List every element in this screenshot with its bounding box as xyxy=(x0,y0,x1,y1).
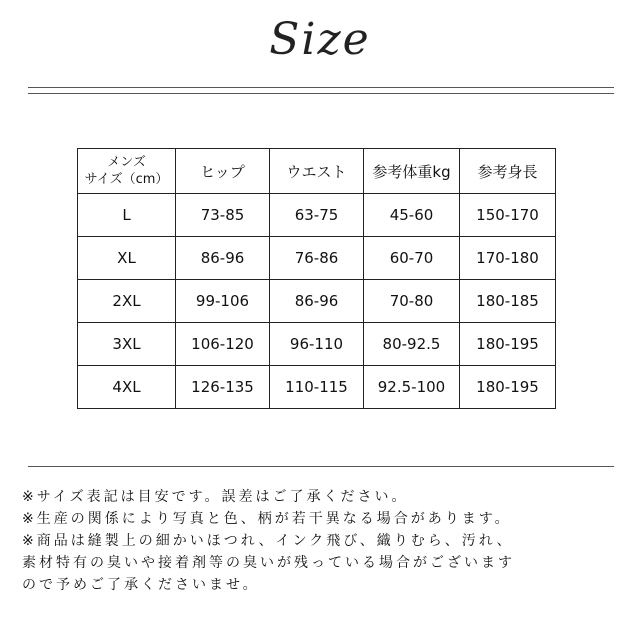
hip-cell: 99-106 xyxy=(176,280,270,323)
height-cell: 180-185 xyxy=(460,280,556,323)
height-cell: 180-195 xyxy=(460,366,556,409)
page-title: Size xyxy=(269,14,371,65)
waist-cell: 110-115 xyxy=(270,366,364,409)
hip-cell: 73-85 xyxy=(176,194,270,237)
hip-cell: 86-96 xyxy=(176,237,270,280)
weight-cell: 92.5-100 xyxy=(364,366,460,409)
waist-cell: 76-86 xyxy=(270,237,364,280)
table-row xyxy=(78,194,556,237)
note-line: ※商品は縫製上の細かいほつれ、インク飛び、織りむら、汚れ、 xyxy=(22,533,514,549)
corner-label-line1: メンズ xyxy=(107,155,146,170)
weight-cell: 80-92.5 xyxy=(364,323,460,366)
note-line: ※サイズ表記は目安です。誤差はご了承ください。 xyxy=(22,489,409,505)
divider-bottom xyxy=(28,466,614,467)
table-row xyxy=(78,323,556,366)
hip-cell: 126-135 xyxy=(176,366,270,409)
note-line: 素材特有の臭いや接着剤等の臭いが残っている場合がございます xyxy=(22,555,515,571)
table-row xyxy=(78,237,556,280)
header-weight: 参考体重kg xyxy=(364,149,460,194)
size-chart-table xyxy=(77,148,556,409)
table-row xyxy=(78,280,556,323)
size-label: XL xyxy=(78,237,176,280)
waist-cell: 86-96 xyxy=(270,280,364,323)
corner-label-line2: サイズ（cm） xyxy=(84,172,169,187)
notes-block xyxy=(22,486,622,596)
weight-cell: 70-80 xyxy=(364,280,460,323)
divider-top xyxy=(28,87,614,88)
height-cell: 180-195 xyxy=(460,323,556,366)
size-label: 3XL xyxy=(78,323,176,366)
weight-cell: 45-60 xyxy=(364,194,460,237)
size-label: 4XL xyxy=(78,366,176,409)
note-line: ので予めご了承くださいませ。 xyxy=(22,577,260,593)
table-row xyxy=(78,366,556,409)
waist-cell: 63-75 xyxy=(270,194,364,237)
table-header-row xyxy=(78,149,556,194)
waist-cell: 96-110 xyxy=(270,323,364,366)
header-size-corner xyxy=(78,149,176,194)
weight-cell: 60-70 xyxy=(364,237,460,280)
height-cell: 170-180 xyxy=(460,237,556,280)
hip-cell: 106-120 xyxy=(176,323,270,366)
size-label: L xyxy=(78,194,176,237)
divider-top-inner xyxy=(28,93,614,94)
height-cell: 150-170 xyxy=(460,194,556,237)
header-height: 参考身長 xyxy=(460,149,556,194)
header-hip: ヒップ xyxy=(176,149,270,194)
size-label: 2XL xyxy=(78,280,176,323)
note-line: ※生産の関係により写真と色、柄が若干異なる場合があります。 xyxy=(22,511,512,527)
header-waist: ウエスト xyxy=(270,149,364,194)
